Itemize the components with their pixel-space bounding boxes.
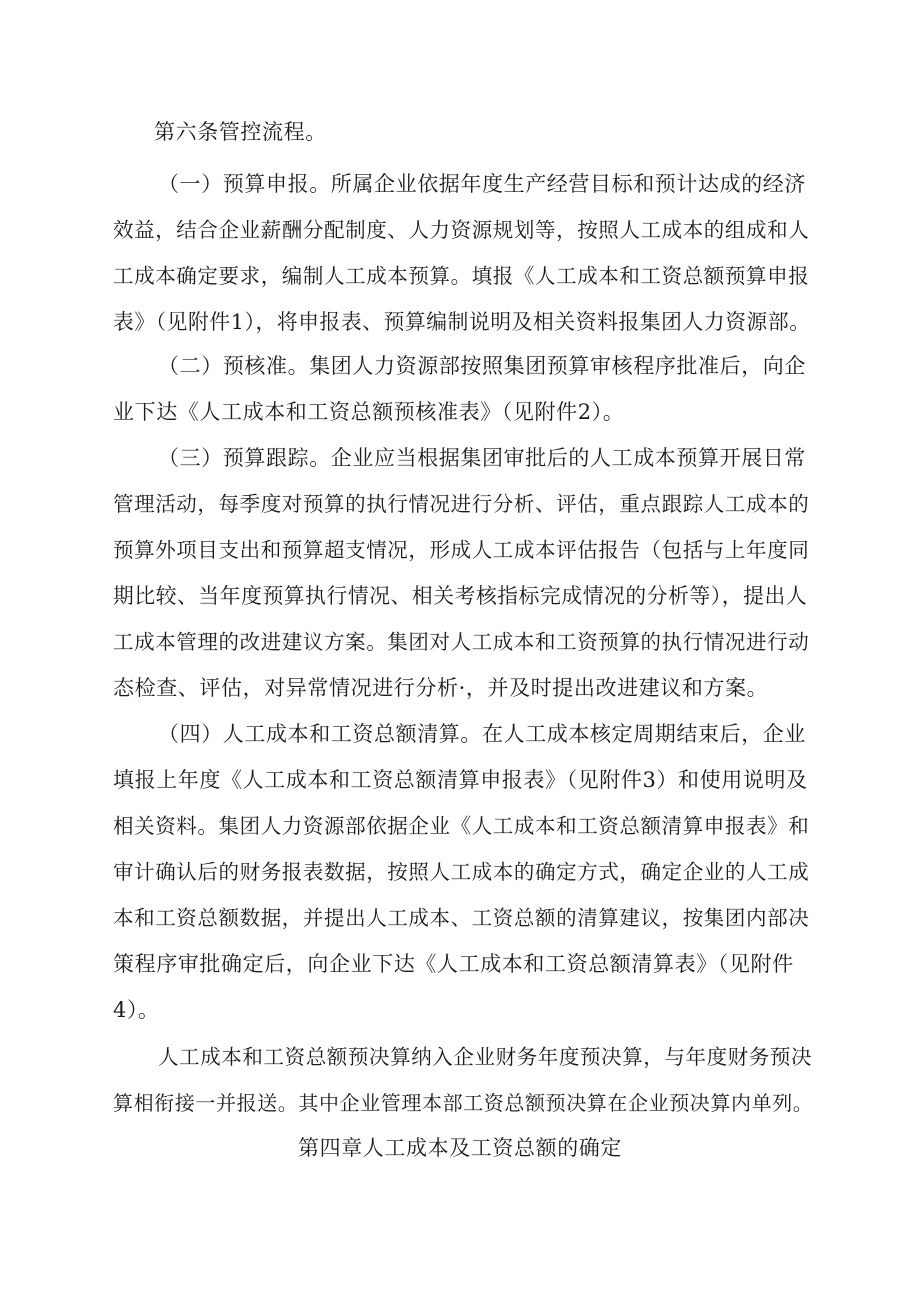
paragraph-4-line-7: 4）。 bbox=[113, 998, 160, 1022]
chapter-title: 第四章人工成本及工资总额的确定 bbox=[298, 1136, 622, 1160]
paragraph-3-line-5: 工成本管理的改进建议方案。集团对人工成本和工资预算的执行情况进行动 bbox=[113, 630, 810, 654]
paragraph-3-line-4: 期比较、当年度预算执行情况、相关考核指标完成情况的分析等），提出人 bbox=[113, 584, 808, 608]
paragraph-2-line-1: （二）预核准。集团人力资源部按照集团预算审核程序批准后，向企 bbox=[158, 354, 806, 378]
paragraph-3-line-3: 预算外项目支出和预算超支情况，形成人工成本评估报告（包括与上年度同 bbox=[113, 538, 810, 562]
paragraph-2-line-2: 业下达《人工成本和工资总额预核准表》（见附件2）。 bbox=[113, 400, 625, 424]
paragraph-4-line-2: 填报上年度《人工成本和工资总额清算申报表》（见附件3）和使用说明及 bbox=[113, 768, 808, 792]
paragraph-4-line-4: 审计确认后的财务报表数据，按照人工成本的确定方式，确定企业的人工成 bbox=[113, 860, 810, 884]
paragraph-4-line-6: 策程序审批确定后，向企业下达《人工成本和工资总额清算表》（见附件 bbox=[113, 952, 794, 976]
paragraph-1-line-2: 效益，结合企业薪酬分配制度、人力资源规划等，按照人工成本的组成和人 bbox=[113, 218, 810, 242]
paragraph-1-line-4: 表》（见附件1），将申报表、预算编制说明及相关资料报集团人力资源部。 bbox=[113, 310, 811, 334]
paragraph-4-line-1: （四）人工成本和工资总额清算。在人工成本核定周期结束后，企业 bbox=[158, 722, 806, 746]
paragraph-1-line-3: 工成本确定要求，编制人工成本预算。填报《人工成本和工资总额预算申报 bbox=[113, 264, 810, 288]
paragraph-4-line-3: 相关资料。集团人力资源部依据企业《人工成本和工资总额清算申报表》和 bbox=[113, 814, 810, 838]
paragraph-3-line-2: 管理活动，每季度对预算的执行情况进行分析、评估，重点跟踪人工成本的 bbox=[113, 492, 810, 516]
paragraph-3-line-6: 态检查、评估，对异常情况进行分析·，并及时提出改进建议和方案。 bbox=[113, 676, 769, 700]
paragraph-5-line-1: 人工成本和工资总额预决算纳入企业财务年度预决算，与年度财务预决 bbox=[158, 1045, 813, 1069]
paragraph-5-line-2: 算相衔接一并报送。其中企业管理本部工资总额预决算在企业预决算内单列。 bbox=[113, 1091, 814, 1115]
paragraph-1-line-1: （一）预算申报。所属企业依据年度生产经营目标和预计达成的经济 bbox=[158, 172, 806, 196]
paragraph-4-line-5: 本和工资总额数据，并提出人工成本、工资总额的清算建议，按集团内部决 bbox=[113, 906, 810, 930]
paragraph-3-line-1: （三）预算跟踪。企业应当根据集团审批后的人工成本预算开展日常 bbox=[158, 446, 806, 470]
article-heading: 第六条管控流程。 bbox=[154, 120, 327, 144]
